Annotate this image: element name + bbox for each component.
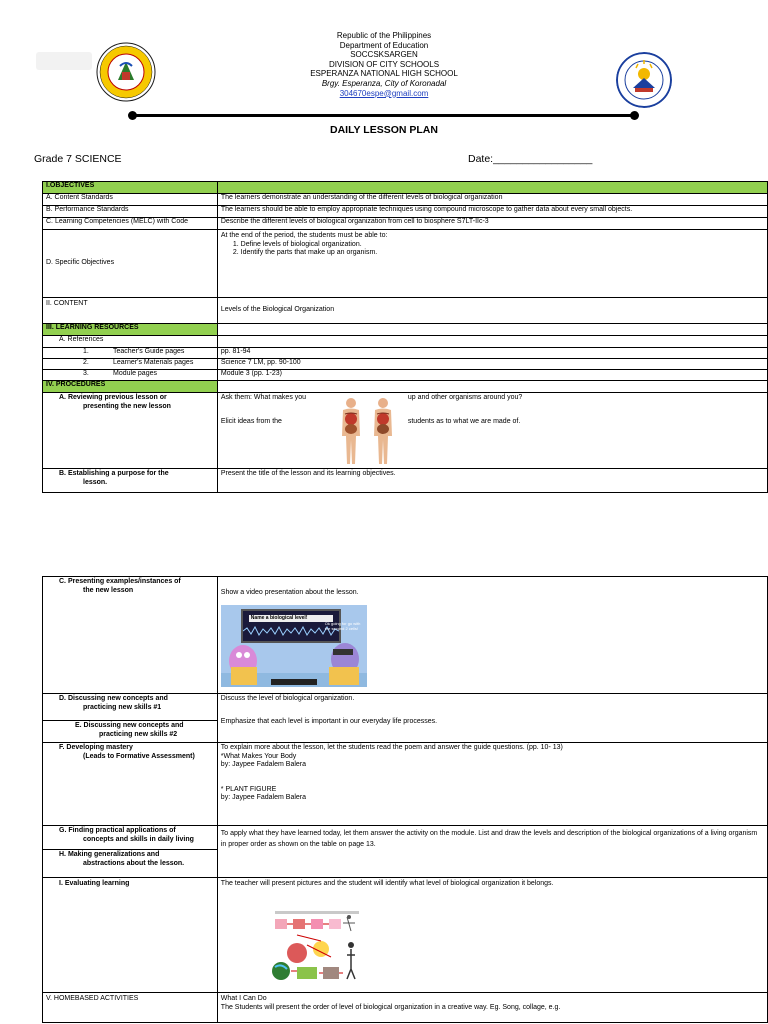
- grade-label: Grade 7 SCIENCE: [34, 153, 122, 165]
- table-row: [43, 393, 768, 469]
- evaluating-text: The teacher will present pictures and the student will identify what level of biological organization it belongs.: [220, 880, 554, 887]
- table-row: [43, 348, 768, 359]
- header-line-1: Republic of the Philippines: [336, 31, 432, 40]
- discuss1-label-cell: [43, 694, 218, 721]
- performance-standards-text: The learners should be able to employ appropriate techniques using compound microscope to gather data about every small objects.: [217, 206, 767, 218]
- video-speech-bubble: Ok going for go with the second 2 cells!: [324, 620, 361, 631]
- objectives-heading: I.OBJECTIVES: [43, 182, 218, 194]
- review-content: [221, 394, 764, 466]
- homebased-text: The Students will present the order of level of biological organization in a creative way. Eg. Song, collage, e.g.: [220, 1003, 561, 1011]
- procedures-heading-blank: [217, 381, 767, 393]
- table-row: [43, 694, 768, 721]
- discuss2-label-line-2: practicing new skills #2: [99, 730, 178, 738]
- table-row: [43, 336, 768, 348]
- video-title: Name a biological level!: [249, 615, 333, 622]
- tg-number: 1.: [83, 348, 89, 355]
- table-row: [43, 826, 768, 850]
- presenting-text: Show a video presentation about the lesson.: [220, 589, 359, 596]
- discuss1-label-line-2: practicing new skills #1: [83, 703, 162, 711]
- resources-heading-blank: [217, 324, 767, 336]
- tg-label: Teacher's Guide pages: [113, 348, 185, 355]
- mastery-label-line-2: (Leads to Formative Assessment): [83, 752, 195, 760]
- table-row: [43, 218, 768, 230]
- presenting-label-line-1: C. Presenting examples/instances of: [59, 578, 181, 585]
- purpose-label-cell: [43, 469, 218, 493]
- human-anatomy-image: [335, 396, 401, 466]
- purpose-label-line-1: B. Establishing a purpose for the: [59, 470, 169, 477]
- discuss2-text: Emphasize that each level is important in our everyday life processes.: [220, 717, 438, 725]
- purpose-label-line-2: lesson.: [83, 478, 108, 486]
- school-header: [0, 0, 768, 120]
- specific-objective-2: 2. Identify the parts that make up an organism.: [232, 249, 378, 257]
- review-cell: [217, 393, 767, 469]
- lm-label: Learner's Materials pages: [113, 359, 194, 366]
- module-pages: Module 3 (pp. 1-23): [217, 370, 767, 381]
- specific-objectives-label: D. Specific Objectives: [43, 230, 218, 298]
- applications-label-cell: [43, 826, 218, 850]
- poem-2-title: * PLANT FIGURE: [220, 785, 277, 793]
- elicit-start: Elicit ideas from the: [220, 418, 282, 425]
- poem-1-title: *What Makes Your Body: [220, 752, 297, 760]
- rule-dot-right: [630, 111, 639, 120]
- lesson-plan-table-2: [42, 576, 768, 1023]
- applications-text: To apply what they have learned today, let them answer the activity on the module. List and draw the levels and description of the biological organizations of a living organism in proper order as shown on the table on page 13.: [217, 826, 767, 878]
- lm-label-cell: [43, 359, 218, 370]
- content-standards-label: A. Content Standards: [43, 194, 218, 206]
- header-line-4: DIVISION OF CITY SCHOOLS: [328, 59, 440, 69]
- mastery-label-line-1: F. Developing mastery: [59, 744, 133, 751]
- evaluating-label: I. Evaluating learning: [43, 878, 218, 993]
- review-label-line-2: presenting the new lesson: [83, 402, 171, 410]
- lm-number: 2.: [83, 359, 89, 366]
- elicit-end: students as to what we are made of.: [407, 418, 521, 425]
- objectives-header-row: [43, 182, 768, 194]
- table-row: [43, 359, 768, 370]
- table-row: [43, 194, 768, 206]
- lesson-plan-table-1: [42, 181, 768, 493]
- melc-label: C. Learning Competencies (MELC) with Code: [43, 218, 218, 230]
- discuss1-label-line-1: D. Discussing new concepts and: [59, 695, 168, 702]
- purpose-text: Present the title of the lesson and its learning objectives.: [217, 469, 767, 493]
- procedures-header-row: [43, 381, 768, 393]
- presenting-label-cell: [43, 577, 218, 694]
- homebased-title: What I Can Do: [220, 995, 267, 1002]
- resources-heading: III. LEARNING RESOURCES: [43, 324, 218, 336]
- discuss2-label-cell: [43, 721, 218, 743]
- date-field: Date:_________________: [468, 153, 593, 165]
- table-row: [43, 993, 768, 1023]
- generalizations-label-line-1: H. Making generalizations and: [59, 851, 160, 858]
- generalizations-label-cell: [43, 850, 218, 878]
- specific-objective-1: 1. Define levels of biological organization.: [232, 240, 362, 248]
- mastery-cell: [217, 743, 767, 826]
- resources-header-row: [43, 324, 768, 336]
- content-label: II. CONTENT: [43, 298, 218, 324]
- presenting-cell: [217, 577, 767, 694]
- review-question-end: up and other organisms around you?: [407, 394, 523, 401]
- video-thumbnail[interactable]: [221, 605, 367, 687]
- specific-objectives-intro: At the end of the period, the students must be able to:: [220, 232, 388, 239]
- biological-levels-diagram: [267, 905, 367, 985]
- references-blank: [217, 336, 767, 348]
- references-label: A. References: [43, 336, 218, 348]
- table-row: [43, 743, 768, 826]
- content-standards-text: The learners demonstrate an understanding of the different levels of biological organization: [217, 194, 767, 206]
- discuss1-text: Discuss the level of biological organization.: [220, 695, 355, 702]
- presenting-label-line-2: the new lesson: [83, 586, 134, 594]
- table-row: [43, 577, 768, 694]
- objectives-heading-blank: [217, 182, 767, 194]
- header-text: [0, 31, 768, 98]
- header-line-3: SOCCSKSARGEN: [350, 50, 418, 60]
- table-row: [43, 298, 768, 324]
- tg-label-cell: [43, 348, 218, 359]
- tg-pages: pp. 81-94: [217, 348, 767, 359]
- review-label-cell: [43, 393, 218, 469]
- table-row: [43, 230, 768, 298]
- document-title: DAILY LESSON PLAN: [330, 124, 438, 136]
- poem-1-author: by: Jaypee Fadalem Balera: [220, 761, 307, 769]
- mastery-text: To explain more about the lesson, let the students read the poem and answer the guide questions. (pp. 10- 13): [220, 744, 563, 751]
- header-line-5: ESPERANZA NATIONAL HIGH SCHOOL: [310, 69, 458, 79]
- header-rule: [134, 114, 634, 117]
- homebased-cell: [217, 993, 767, 1023]
- module-number: 3.: [83, 370, 89, 377]
- table-row: [43, 469, 768, 493]
- procedures-heading: IV. PROCEDURES: [43, 381, 218, 393]
- review-label-line-1: A. Reviewing previous lesson or: [59, 394, 167, 401]
- cartoon-characters-image: [221, 639, 367, 687]
- lm-pages: Science 7 LM, pp. 90-100: [217, 359, 767, 370]
- discuss2-label-line-1: E. Discussing new concepts and: [75, 722, 184, 729]
- mastery-label-cell: [43, 743, 218, 826]
- review-question-start: Ask them: What makes you: [220, 394, 307, 401]
- table-row: [43, 206, 768, 218]
- header-line-2: Department of Education: [339, 40, 429, 50]
- module-label-cell: [43, 370, 218, 381]
- applications-label-line-2: concepts and skills in daily living: [83, 835, 194, 843]
- evaluating-cell: [217, 878, 767, 993]
- melc-text: Describe the different levels of biological organization from cell to biosphere S7LT-IIc-3: [217, 218, 767, 230]
- generalizations-label-line-2: abstractions about the lesson.: [83, 859, 185, 867]
- discuss-cell: [217, 694, 767, 743]
- poem-2-author: by: Jaypee Fadalem Balera: [220, 794, 307, 802]
- table-row: [43, 878, 768, 993]
- performance-standards-label: B. Performance Standards: [43, 206, 218, 218]
- header-email-link[interactable]: 304670espe@gmail.com: [339, 88, 429, 98]
- module-label: Module pages: [113, 370, 157, 377]
- table-row: [43, 370, 768, 381]
- header-address: Brgy. Esperanza, City of Koronadal: [321, 78, 447, 88]
- rule-dot-left: [128, 111, 137, 120]
- content-text: Levels of the Biological Organization: [217, 298, 767, 324]
- homebased-label: V. HOMEBASED ACTIVITIES: [43, 993, 218, 1023]
- specific-objectives-cell: [217, 230, 767, 298]
- applications-label-line-1: G. Finding practical applications of: [59, 827, 176, 834]
